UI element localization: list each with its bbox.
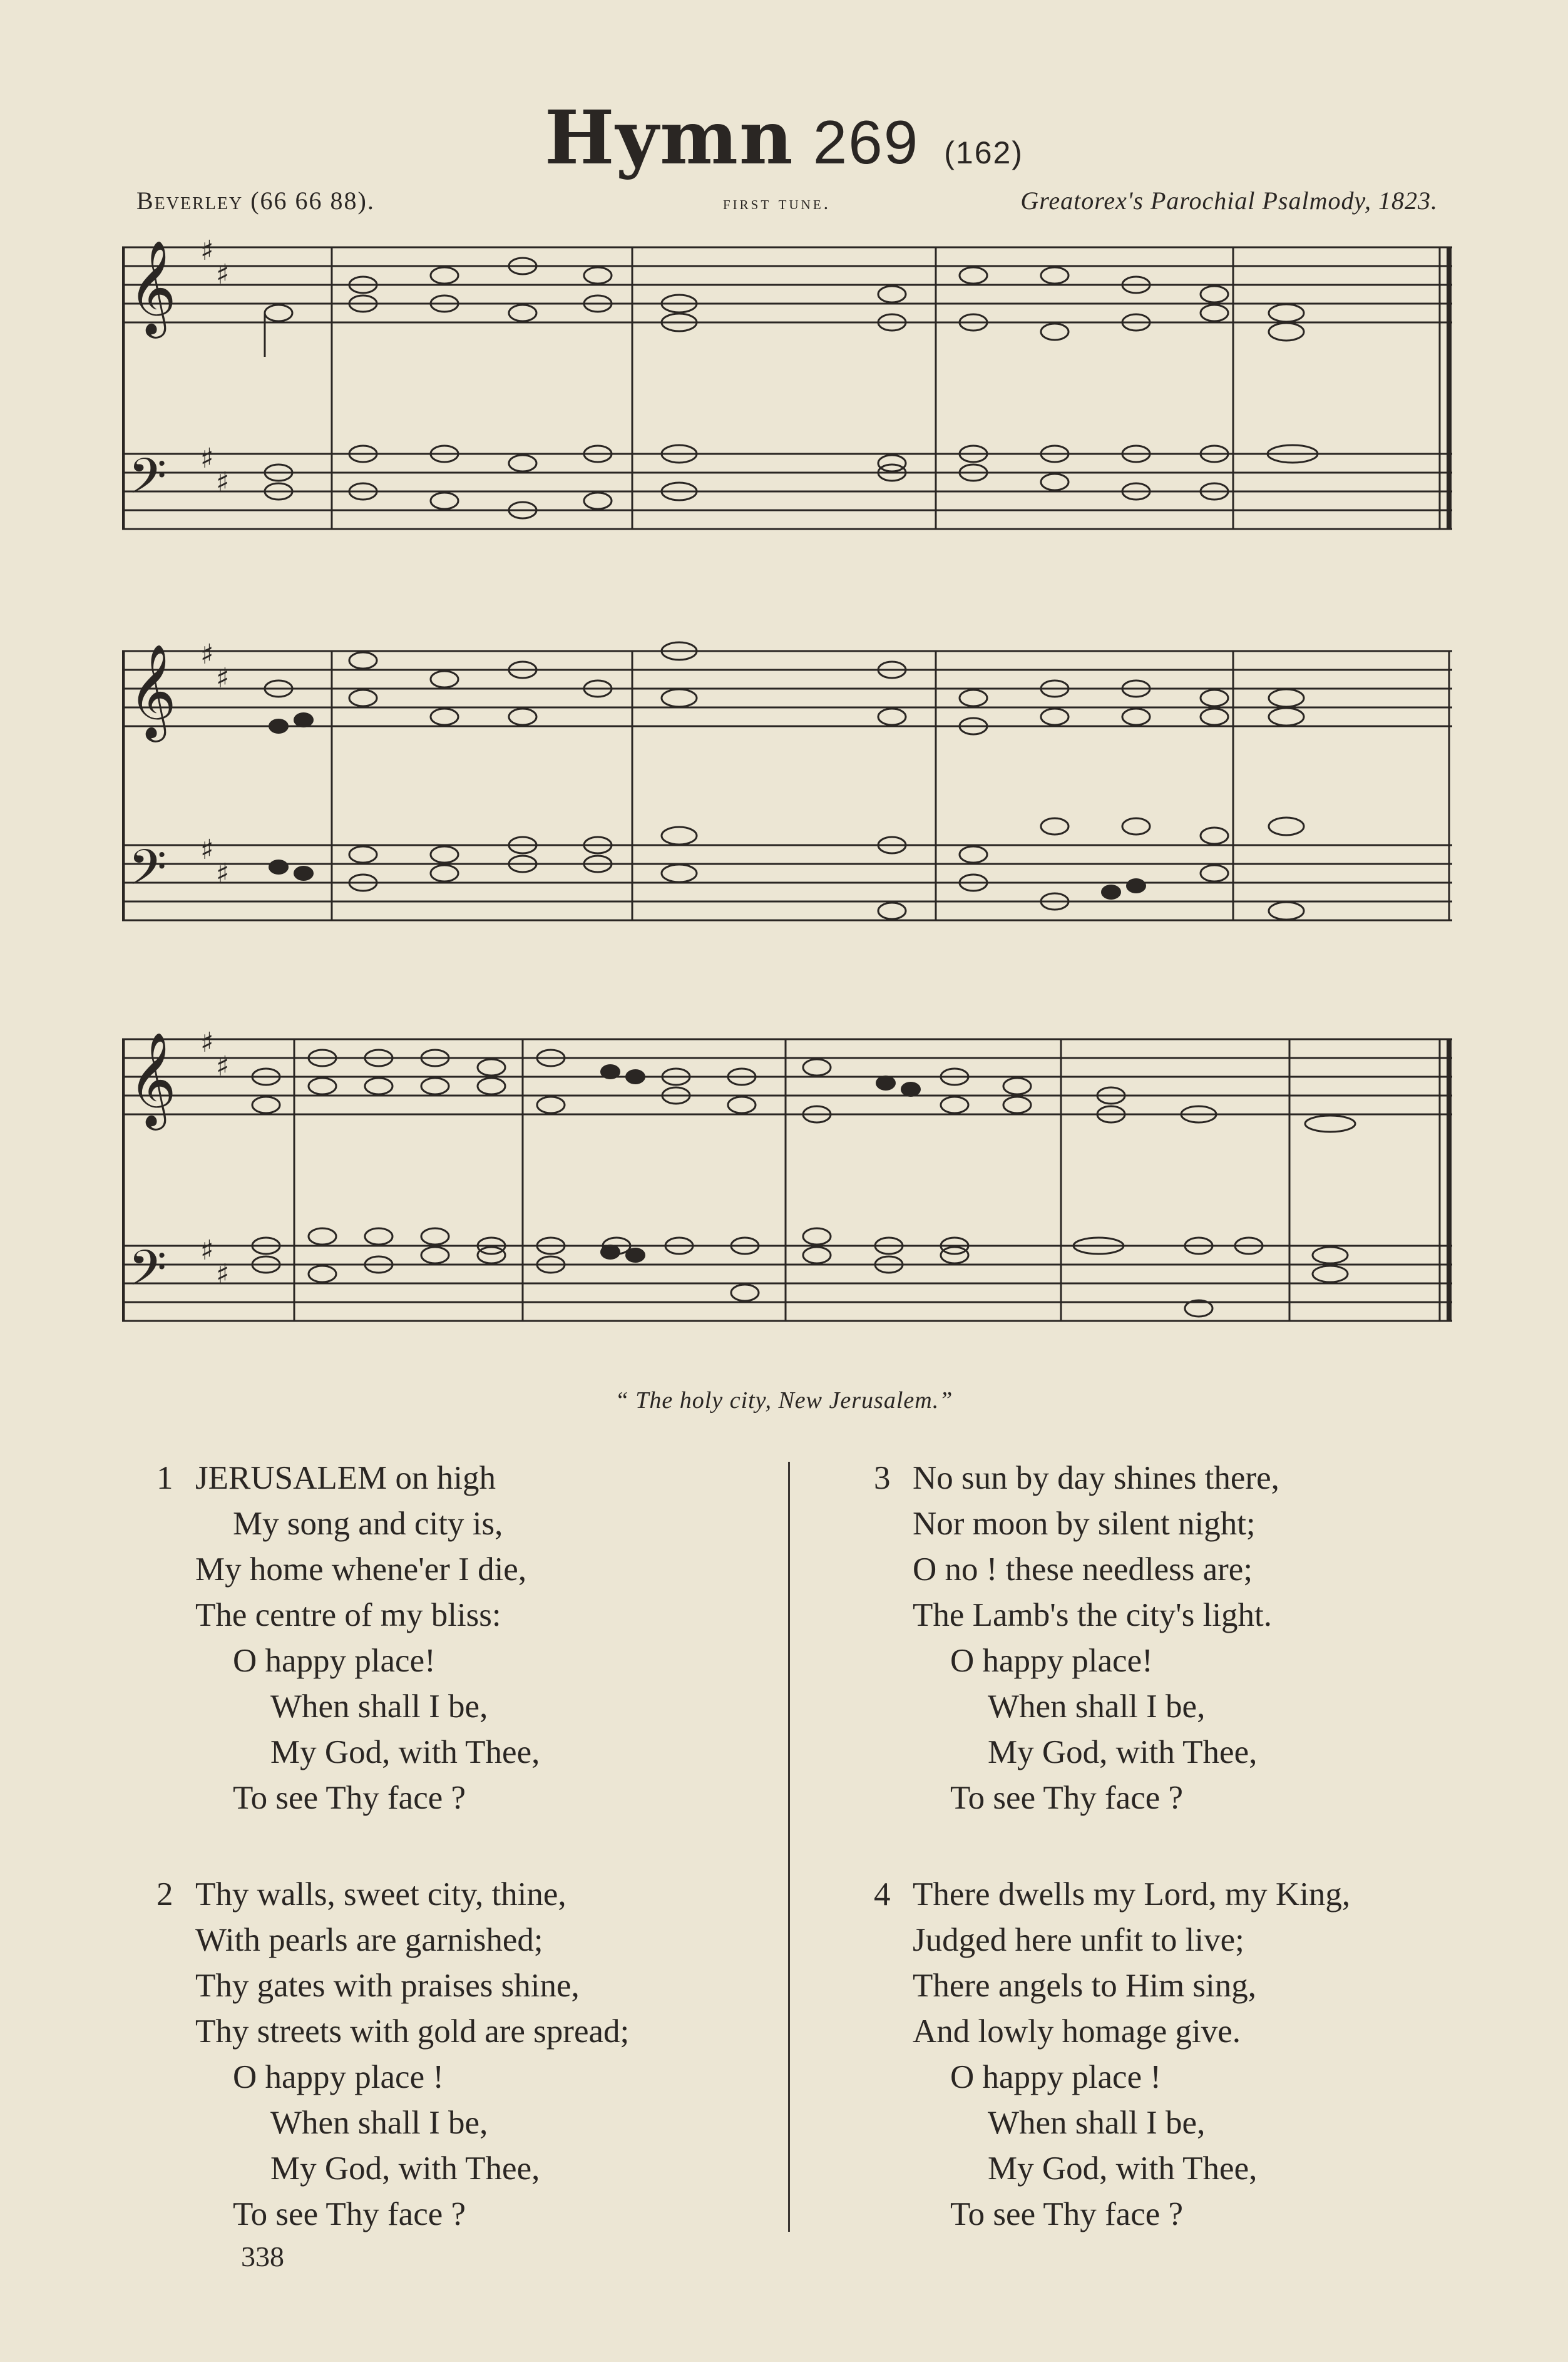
tune-name: Beverley (66 66 88). [136, 187, 375, 215]
verse-number: 2 [156, 1876, 173, 1913]
verse-line: Thy streets with gold are spread; [195, 2013, 630, 2050]
verse-line: There angels to Him sing, [913, 1968, 1257, 2004]
treble-clef-icon [128, 239, 177, 339]
svg-text:𝄢: 𝄢 [128, 448, 167, 517]
tune-source: Greatorex's Parochial Psalmody, 1823. [1020, 187, 1438, 215]
verse-line: My song and city is, [233, 1506, 503, 1542]
column-divider [788, 1462, 790, 2232]
key-signature-sharps [200, 235, 229, 498]
hymn-caption: “ The holy city, New Jerusalem.” [615, 1387, 953, 1414]
verse-1 [156, 1456, 540, 1821]
verse-line: When shall I be, [270, 1688, 488, 1725]
verse-number: 3 [874, 1460, 891, 1496]
key-signature-sharps [200, 1027, 229, 1290]
verse-line: When shall I be, [270, 2105, 488, 2141]
bass-clef-icon [128, 448, 167, 517]
bass-clef-icon [128, 840, 167, 908]
verse-line: O no ! these needless are; [913, 1551, 1253, 1588]
page-number: 338 [241, 2241, 284, 2272]
bass-clef-icon [128, 1240, 167, 1309]
verse-line: Thy walls, sweet city, thine, [195, 1876, 566, 1913]
verse-line: To see Thy face ? [950, 2196, 1184, 2232]
svg-text:𝄢: 𝄢 [128, 1240, 167, 1309]
svg-text:♯: ♯ [200, 639, 214, 670]
verse-line: To see Thy face ? [950, 1780, 1184, 1816]
verse-line: When shall I be, [988, 2105, 1206, 2141]
verse-line: JERUSALEM on high [195, 1460, 496, 1496]
verse-line: The centre of my bliss: [195, 1597, 501, 1633]
verse-line: My God, with Thee, [988, 1734, 1258, 1770]
verse-line: O happy place! [950, 1643, 1153, 1679]
verse-line: To see Thy face ? [233, 1780, 466, 1816]
svg-text:♯: ♯ [200, 235, 214, 267]
svg-text:♯: ♯ [216, 858, 230, 890]
svg-text:♯: ♯ [200, 1027, 214, 1059]
svg-text:♯: ♯ [200, 834, 214, 866]
verse-3 [874, 1456, 1279, 1821]
verse-line: My God, with Thee, [270, 1734, 540, 1770]
svg-text:♯: ♯ [216, 662, 230, 694]
verse-2 [156, 1872, 630, 2237]
verse-number: 1 [156, 1460, 173, 1496]
svg-text:♯: ♯ [216, 259, 230, 290]
verse-line: My home whene'er I die, [195, 1551, 527, 1588]
verse-line: My God, with Thee, [270, 2150, 540, 2187]
hymn-title [0, 94, 1568, 181]
verse-line: The Lamb's the city's light. [913, 1597, 1273, 1633]
verse-line: And lowly homage give. [913, 2013, 1241, 2050]
verse-4 [874, 1872, 1351, 2237]
music-system-1 [122, 222, 1452, 535]
alt-hymn-number: (162) [944, 135, 1023, 170]
treble-clef-icon [128, 643, 177, 742]
music-system-2 [122, 626, 1452, 964]
tune-label: first tune. [723, 193, 831, 213]
svg-text:𝄞: 𝄞 [128, 1031, 177, 1126]
title-word: Hymn [545, 94, 794, 181]
svg-text:𝄞: 𝄞 [128, 643, 177, 738]
verse-line: When shall I be, [988, 1688, 1206, 1725]
verse-line: To see Thy face ? [233, 2196, 466, 2232]
verse-line: O happy place ! [950, 2059, 1161, 2095]
verse-number: 4 [874, 1876, 891, 1913]
svg-text:♯: ♯ [216, 1050, 230, 1082]
svg-text:♯: ♯ [200, 443, 214, 475]
svg-text:♯: ♯ [216, 1258, 230, 1290]
verse-line: Nor moon by silent night; [913, 1506, 1256, 1542]
svg-text:𝄞: 𝄞 [128, 239, 177, 334]
treble-clef-icon [128, 1031, 177, 1131]
verse-line: Judged here unfit to live; [913, 1922, 1244, 1958]
verse-line: O happy place ! [233, 2059, 444, 2095]
svg-text:𝄢: 𝄢 [128, 840, 167, 908]
verse-line: With pearls are garnished; [195, 1922, 543, 1958]
hymn-number: 269 [812, 108, 920, 177]
svg-text:♯: ♯ [200, 1235, 214, 1266]
svg-text:♯: ♯ [216, 466, 230, 498]
verse-line: There dwells my Lord, my King, [913, 1876, 1351, 1913]
verse-line: Thy gates with praises shine, [195, 1968, 580, 2004]
music-system-3 [122, 1002, 1452, 1333]
key-signature-sharps [200, 639, 229, 890]
verse-line: O happy place! [233, 1643, 436, 1679]
verse-line: My God, with Thee, [988, 2150, 1258, 2187]
verse-line: No sun by day shines there, [913, 1460, 1279, 1496]
